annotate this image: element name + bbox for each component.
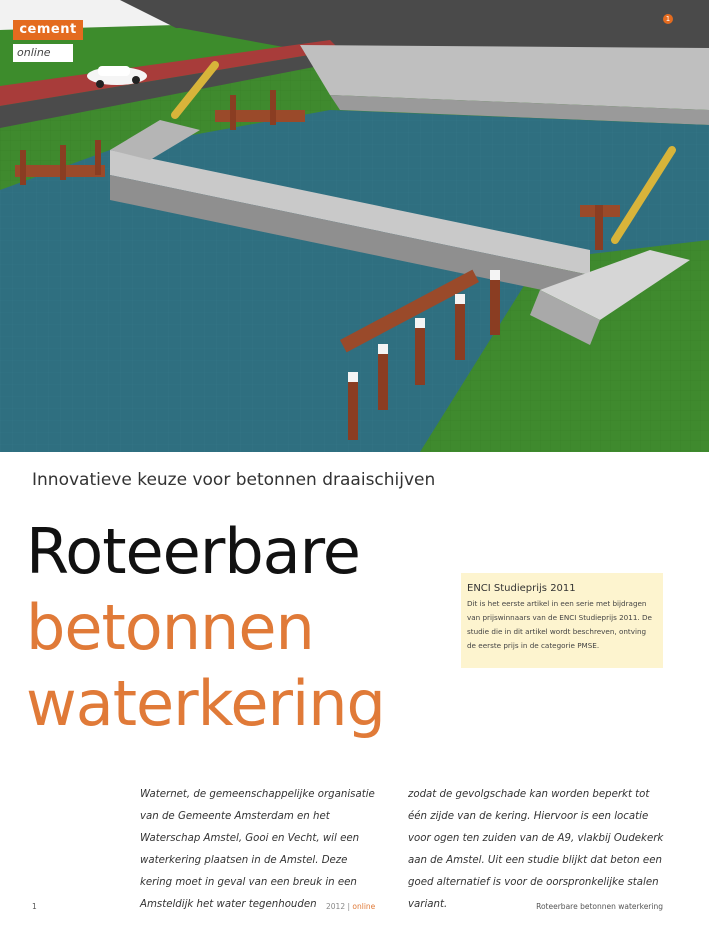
footer-running-title: Roteerbare betonnen waterkering bbox=[536, 902, 663, 911]
footer-separator: | bbox=[345, 902, 353, 911]
footer-edition bbox=[326, 902, 375, 911]
studieprijs-sidebox bbox=[461, 573, 663, 668]
hero-render-image bbox=[0, 0, 709, 452]
brand bbox=[13, 20, 85, 62]
title-line-1: Roteerbare bbox=[26, 515, 360, 588]
footer-page-number: 1 bbox=[32, 902, 37, 911]
brand-logo: cement bbox=[13, 20, 83, 40]
article-kicker: Innovatieve keuze voor betonnen draaischijven bbox=[32, 470, 436, 490]
sidebox-title: ENCI Studieprijs 2011 bbox=[467, 583, 576, 594]
sidebox-text: Dit is het eerste artikel in een serie met bijdragen van prijswinnaars van de ENCI Studieprijs 2011. De studie die in dit artikel wordt beschreven, ontving de eerste prijs in de categorie PMSE. bbox=[467, 599, 652, 650]
body-column-1: Waternet, de gemeenschappelijke organisatie van de Gemeente Amsterdam en het Waterschap Amstel, Gooi en Vecht, wil een waterkering plaatsen in de Amstel. Deze kering moet in geval van een breuk in een Amsteldijk het water tegenhouden bbox=[140, 789, 375, 910]
page-badge: 1 bbox=[663, 14, 673, 24]
brand-online-label: online bbox=[13, 44, 73, 62]
title-line-3: waterkering bbox=[26, 667, 385, 740]
footer-edition-label: online bbox=[352, 902, 376, 911]
title-line-2: betonnen bbox=[26, 591, 314, 664]
article-title bbox=[26, 514, 385, 742]
footer-year: 2012 bbox=[326, 902, 346, 911]
body-column-2: zodat de gevolgschade kan worden beperkt tot één zijde van de kering. Hiervoor is een locatie voor ogen ten zuiden van de A9, vlakbij Oudekerk aan de Amstel. Uit een studie blijkt dat beton een goed alternatief is voor de oorspronkelijke stalen variant. bbox=[408, 789, 664, 910]
